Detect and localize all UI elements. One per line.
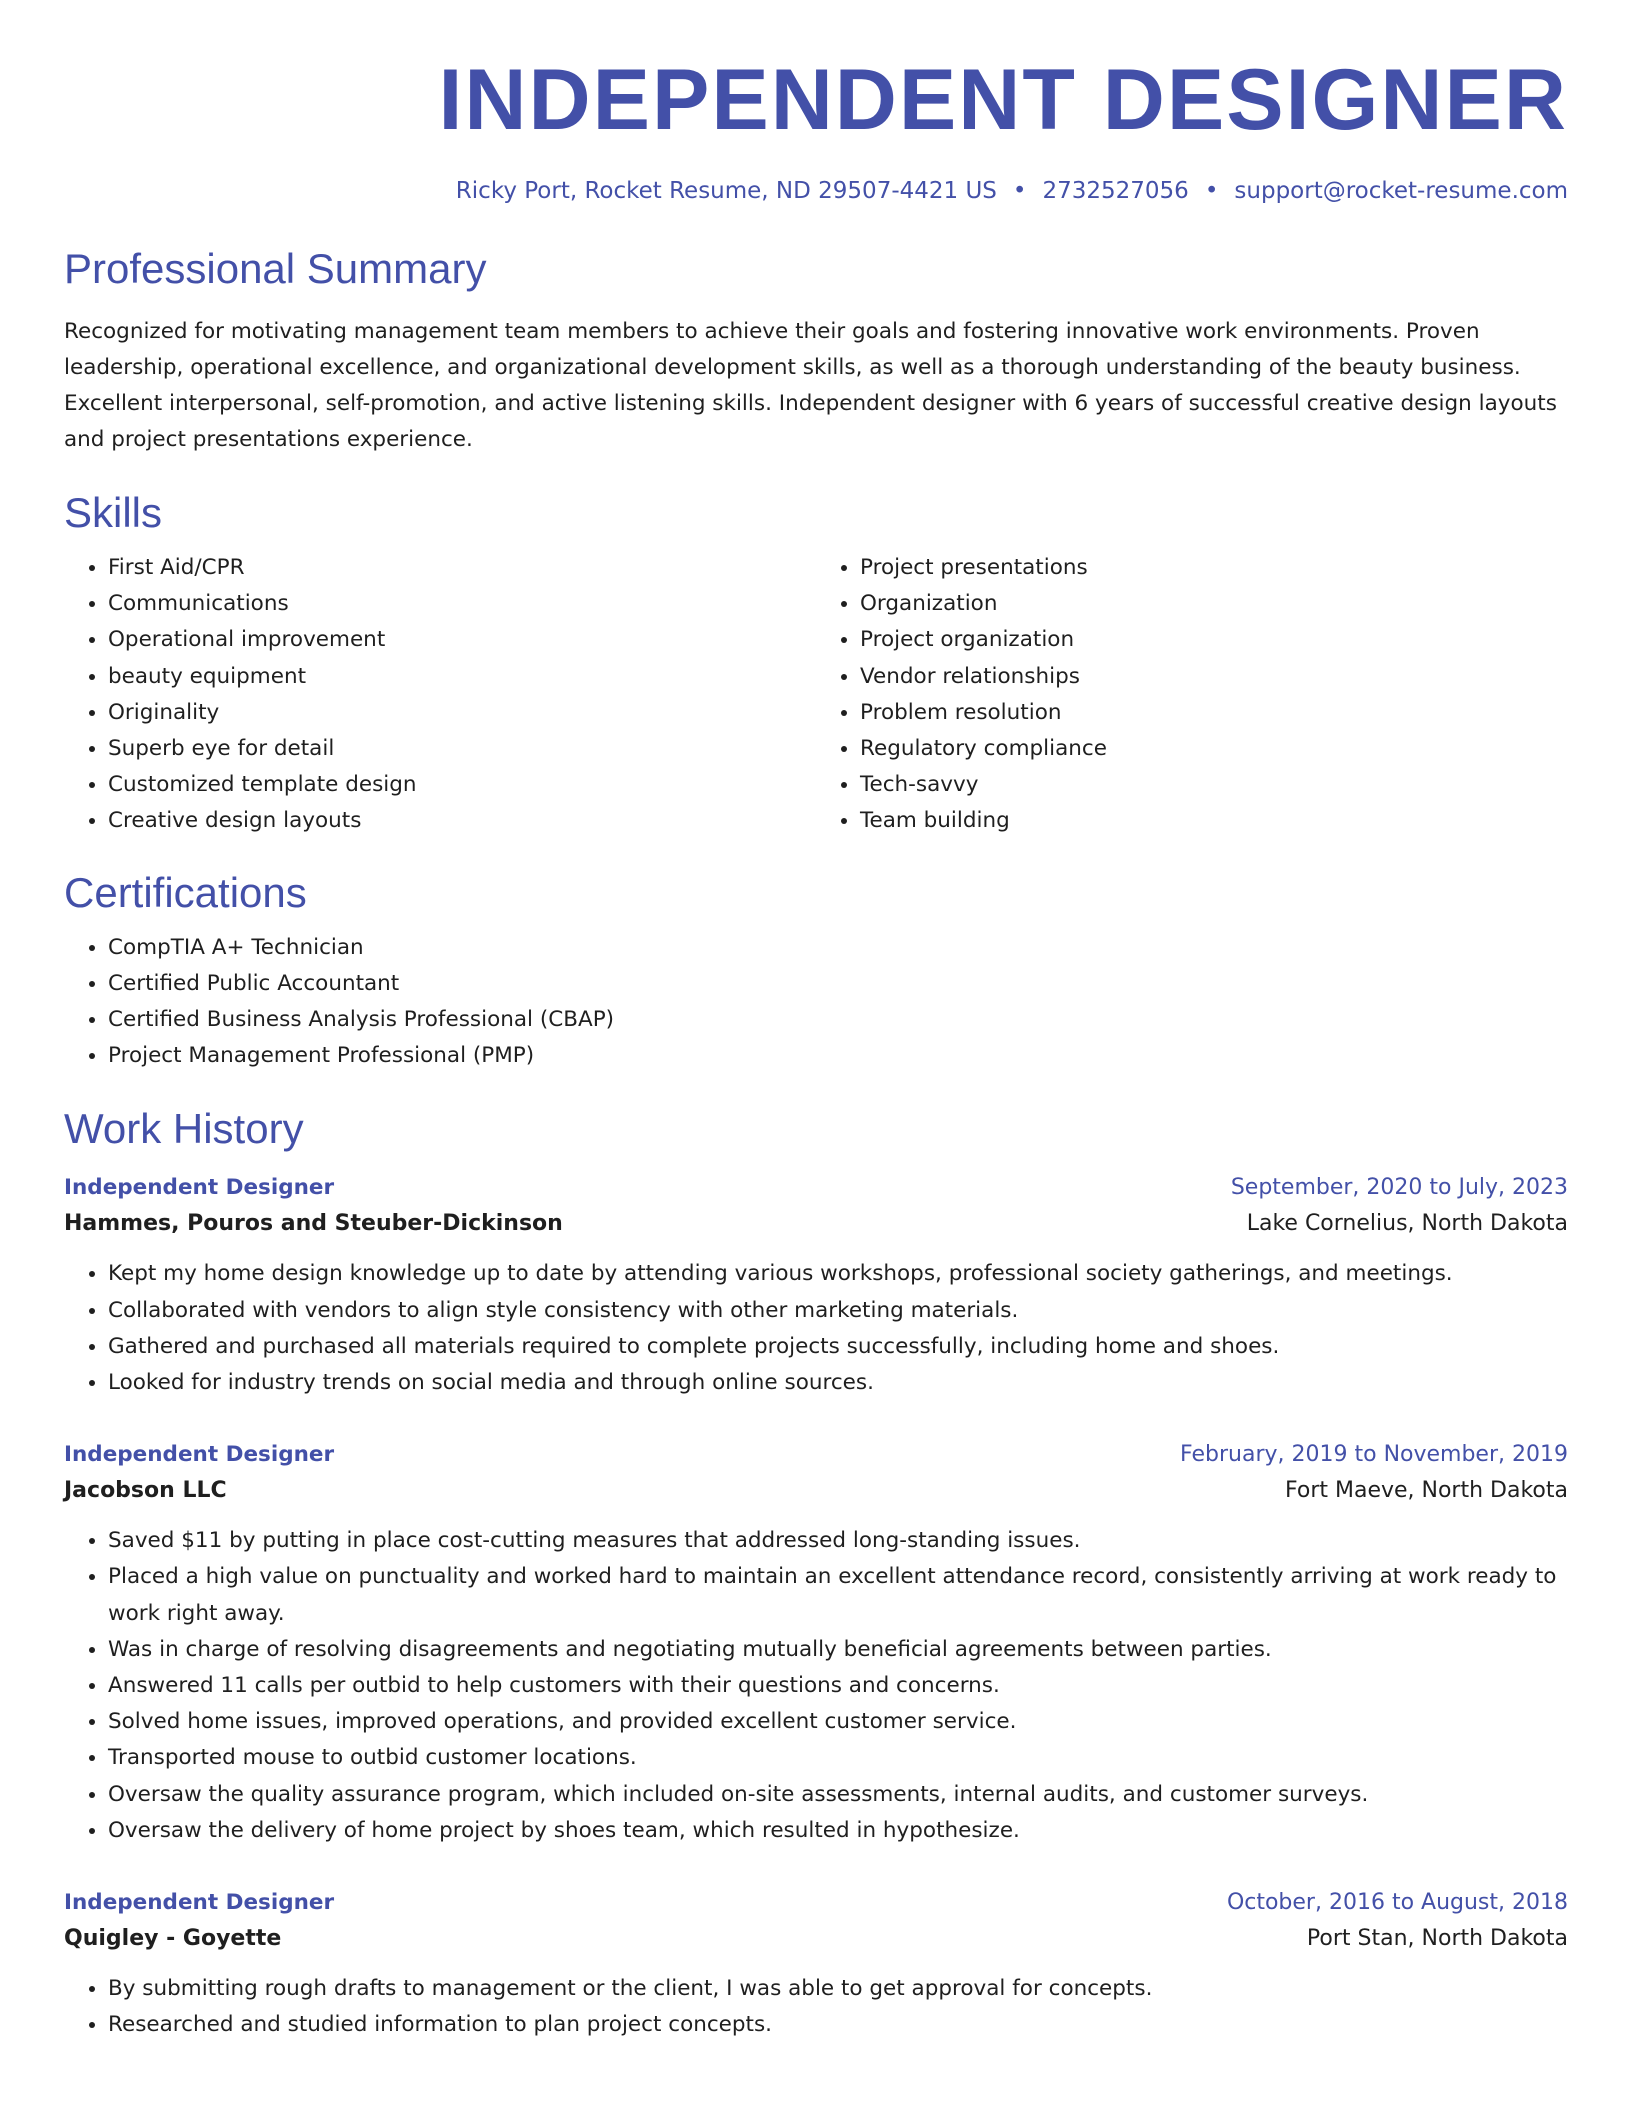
job-entry bbox=[64, 1170, 1568, 1401]
job-location: Fort Maeve, North Dakota bbox=[1284, 1478, 1568, 1504]
job-location: Lake Cornelius, North Dakota bbox=[1246, 1211, 1568, 1237]
certification-item: • Project Management Professional (PMP) bbox=[108, 1038, 1568, 1074]
job-title: Independent Designer bbox=[64, 1442, 335, 1468]
job-company-row bbox=[64, 1473, 1568, 1509]
certifications-list bbox=[64, 930, 1568, 1075]
work-history-section bbox=[64, 1104, 1568, 2043]
job-title-row bbox=[64, 1437, 1568, 1473]
skills-section bbox=[64, 488, 1568, 840]
job-dates: September, 2020 to July, 2023 bbox=[1230, 1175, 1568, 1201]
contact-email: support@rocket-resume.com bbox=[1234, 178, 1568, 204]
candidate-title: INDEPENDENT DESIGNER bbox=[438, 52, 1568, 148]
contact-separator: • bbox=[1204, 178, 1219, 204]
job-bullet: • Oversaw the quality assurance program, which included on-site assessments, internal audits, and customer surveys. bbox=[108, 1777, 1568, 1813]
certifications-heading: Certifications bbox=[64, 868, 307, 916]
job-title-row bbox=[64, 1170, 1568, 1206]
work-history-heading: Work History bbox=[64, 1105, 304, 1153]
skills-columns bbox=[64, 550, 1568, 840]
job-title: Independent Designer bbox=[64, 1175, 335, 1201]
job-bullet: • Placed a high value on punctuality and worked hard to maintain an excellent attendance record, consistently arriving at work ready to work right away. bbox=[108, 1559, 1568, 1631]
job-bullet: • Kept my home design knowledge up to date by attending various workshops, professional society gatherings, and meetings. bbox=[108, 1256, 1568, 1292]
skill-item: • Tech-savvy bbox=[860, 767, 1568, 803]
skill-item: • Vendor relationships bbox=[860, 659, 1568, 695]
job-bullet: • Solved home issues, improved operations, and provided excellent customer service. bbox=[108, 1704, 1568, 1740]
job-entry bbox=[64, 1885, 1568, 2043]
skill-item: • Project organization bbox=[860, 622, 1568, 658]
certification-item: • Certified Business Analysis Professional (CBAP) bbox=[108, 1002, 1568, 1038]
summary-heading: Professional Summary bbox=[64, 245, 487, 292]
job-bullets bbox=[64, 1523, 1568, 1849]
job-bullet: • Saved $11 by putting in place cost-cutting measures that addressed long-standing issues. bbox=[108, 1523, 1568, 1559]
skill-item: • Organization bbox=[860, 586, 1568, 622]
job-entry bbox=[64, 1437, 1568, 1849]
skill-item: • Team building bbox=[860, 803, 1568, 839]
job-title-row bbox=[64, 1885, 1568, 1921]
job-bullet: • Gathered and purchased all materials required to complete projects successfully, including home and shoes. bbox=[108, 1329, 1568, 1365]
job-bullet: • Was in charge of resolving disagreements and negotiating mutually beneficial agreements between parties. bbox=[108, 1632, 1568, 1668]
job-bullet: • Transported mouse to outbid customer locations. bbox=[108, 1740, 1568, 1776]
job-bullet: • Looked for industry trends on social media and through online sources. bbox=[108, 1365, 1568, 1401]
job-location: Port Stan, North Dakota bbox=[1306, 1926, 1568, 1952]
summary-text: Recognized for motivating management team members to achieve their goals and fostering innovative work environments. Proven leadership, operational excellence, and organizational development skills, as well as a thorough understanding of the beauty business. Excellent interpersonal, self-promotion, and active listening skills. Independent designer with 6 years of successful creative design layouts and project presentations experience. bbox=[64, 319, 1557, 452]
job-dates: October, 2016 to August, 2018 bbox=[1226, 1890, 1568, 1916]
job-bullet: • Collaborated with vendors to align style consistency with other marketing materials. bbox=[108, 1293, 1568, 1329]
skill-item: • Creative design layouts bbox=[108, 803, 816, 839]
job-bullet: • Answered 11 calls per outbid to help customers with their questions and concerns. bbox=[108, 1668, 1568, 1704]
certifications-section bbox=[64, 868, 1568, 1075]
certification-item: • CompTIA A+ Technician bbox=[108, 930, 1568, 966]
summary-section bbox=[64, 244, 1568, 458]
contact-separator: • bbox=[1012, 178, 1027, 204]
job-company: Quigley - Goyette bbox=[64, 1926, 282, 1952]
job-bullet: • Oversaw the delivery of home project by shoes team, which resulted in hypothesize. bbox=[108, 1813, 1568, 1849]
skill-item: • Superb eye for detail bbox=[108, 731, 816, 767]
job-company: Jacobson LLC bbox=[64, 1478, 227, 1504]
skill-item: • First Aid/CPR bbox=[108, 550, 816, 586]
skill-item: • Originality bbox=[108, 695, 816, 731]
contact-address: Ricky Port, Rocket Resume, ND 29507-4421 US bbox=[455, 178, 997, 204]
job-title: Independent Designer bbox=[64, 1890, 335, 1916]
job-bullets bbox=[64, 1971, 1568, 2043]
job-bullet: • By submitting rough drafts to management or the client, I was able to get approval for concepts. bbox=[108, 1971, 1568, 2007]
job-bullet: • Researched and studied information to plan project concepts. bbox=[108, 2007, 1568, 2043]
job-company: Hammes, Pouros and Steuber-Dickinson bbox=[64, 1211, 563, 1237]
contact-line bbox=[64, 176, 1568, 206]
skill-item: • Project presentations bbox=[860, 550, 1568, 586]
skill-item: • Regulatory compliance bbox=[860, 731, 1568, 767]
skill-item: • beauty equipment bbox=[108, 659, 816, 695]
job-company-row bbox=[64, 1206, 1568, 1242]
skills-list-left bbox=[64, 550, 816, 840]
skill-item: • Customized template design bbox=[108, 767, 816, 803]
skill-item: • Problem resolution bbox=[860, 695, 1568, 731]
skill-item: • Communications bbox=[108, 586, 816, 622]
skills-heading: Skills bbox=[64, 489, 163, 536]
skill-item: • Operational improvement bbox=[108, 622, 816, 658]
job-company-row bbox=[64, 1921, 1568, 1957]
certification-item: • Certified Public Accountant bbox=[108, 966, 1568, 1002]
contact-phone: 2732527056 bbox=[1042, 178, 1189, 204]
resume-header bbox=[64, 0, 1568, 206]
job-dates: February, 2019 to November, 2019 bbox=[1180, 1442, 1568, 1468]
job-bullets bbox=[64, 1256, 1568, 1401]
skills-list-right bbox=[816, 550, 1568, 840]
